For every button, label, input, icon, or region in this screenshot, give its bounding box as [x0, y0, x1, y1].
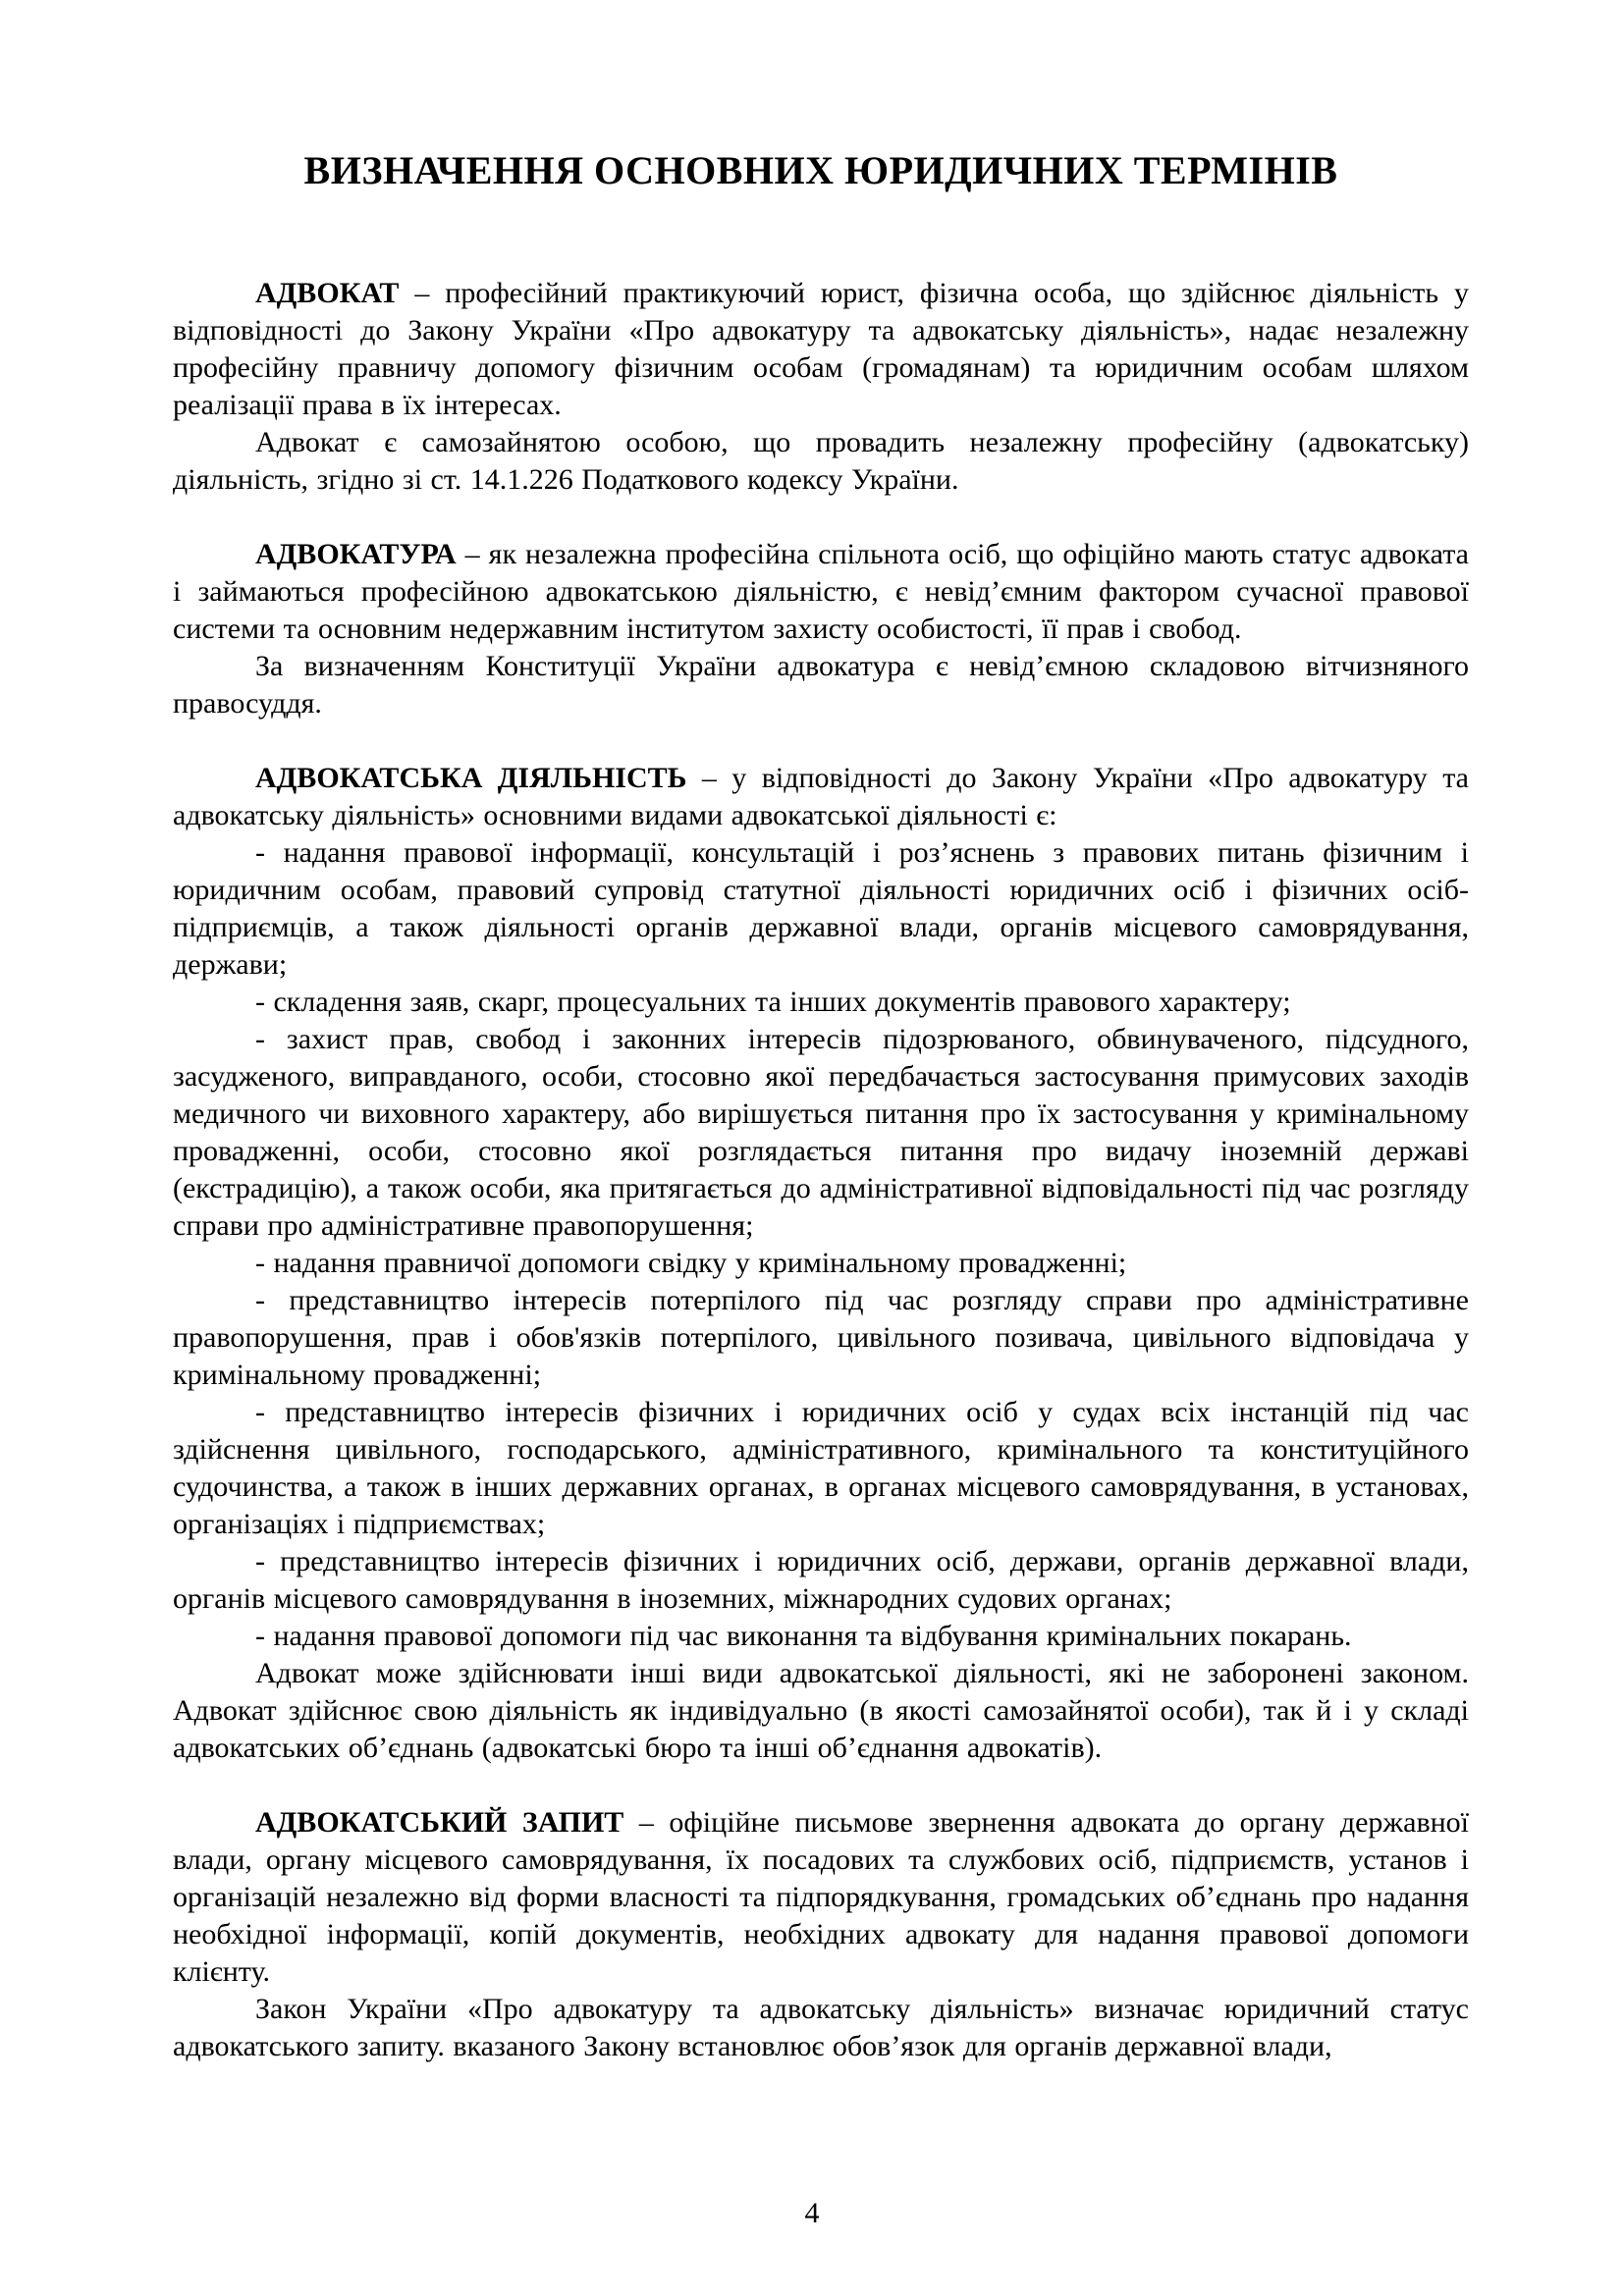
list-item [173, 1394, 1469, 1543]
paragraph-text: - надання правової допомоги під час виконання та відбування кримінальних покарань. [255, 1620, 1352, 1652]
paragraph-text: - представництво інтересів потерпілого під час розгляду справи про адміністративне правопорушення, прав і обов'язків потерпілого, цивільного позивача, цивільного відповідача у кримінальному провадженні; [173, 1284, 1469, 1391]
term-advokatura: АДВОКАТУРА [255, 538, 457, 570]
paragraph-text: Адвокат є самозайнятою особою, що провадить незалежну професійну (адвокатську) діяльність, згідно зі ст. 14.1.226 Податкового кодексу України. [173, 426, 1469, 496]
paragraph-text: – професійний практикуючий юрист, фізична особа, що здійснює діяльність у відповідності до Закону України «Про адвокатуру та адвокатську діяльність», надає незалежну професійну правничу допомогу фізичним особам (громадянам) та юридичним особам шляхом реалізації права в їх інтересах. [173, 277, 1469, 421]
term-advokat: АДВОКАТ [255, 277, 400, 309]
paragraph-text: – офіційне письмове звернення адвоката до органу державної влади, органу місцевого самоврядування, їх посадових та службових осіб, підприємств, установ і організацій незалежно від форми власності та підпорядкування, громадських об’єднань про надання необхідної інформації, копій документів, необхідних адвокату для надання правової допомоги клієнту. [173, 1806, 1470, 1988]
paragraph-text: – як незалежна професійна спільнота осіб, що офіційно мають статус адвоката і займаються професійною адвокатською діяльністю, є невід’ємним фактором сучасної правової системи та основним недержавним інститутом захисту особистості, її прав і свобод. [173, 538, 1469, 645]
list-item [173, 1245, 1469, 1282]
paragraph-text: - надання правничої допомоги свідку у кримінальному провадженні; [255, 1247, 1127, 1279]
paragraph [173, 1655, 1469, 1767]
list-item [173, 1282, 1469, 1394]
paragraph-text: – у відповідності до Закону України «Про адвокатуру та адвокатську діяльність» основними видами адвокатської діяльності є: [173, 762, 1469, 831]
paragraph [173, 648, 1469, 722]
paragraph-text: За визначенням Конституції України адвокатура є невід’ємною складовою вітчизняного правосуддя. [173, 650, 1469, 720]
paragraph [173, 424, 1469, 499]
list-item [173, 1543, 1469, 1618]
paragraph [173, 1991, 1469, 2065]
page-title: ВИЗНАЧЕННЯ ОСНОВНИХ ЮРИДИЧНИХ ТЕРМІНІВ [303, 148, 1338, 192]
paragraph-text: Адвокат може здійснювати інші види адвокатської діяльності, які не заборонені законом. Адвокат здійснює свою діяльність як індивідуально (в якості самозайнятої особи), так й і у складі адвокатських об’єднань (адвокатські бюро та інші об’єднання адвокатів). [173, 1657, 1469, 1764]
paragraph-text: - представництво інтересів фізичних і юридичних осіб у судах всіх інстанцій під час здійснення цивільного, господарського, адміністративного, кримінального та конституційного судочинства, а також в інших державних органах, в органах місцевого самоврядування, в установах, організаціях і підприємствах; [173, 1396, 1469, 1540]
paragraph-text: - складення заяв, скарг, процесуальних та інших документів правового характеру; [255, 986, 1291, 1018]
list-item [173, 834, 1469, 984]
paragraph-text: - надання правової інформації, консультацій і роз’яснень з правових питань фізичним і юридичним особам, правовий супровід статутної діяльності юридичних осіб і фізичних осіб-підприємців, а також діяльності органів державної влади, органів місцевого самоврядування, держави; [173, 836, 1469, 981]
paragraph-text: Закон України «Про адвокатуру та адвокатську діяльність» визначає юридичний статус адвокатського запиту. вказаного Закону встановлює обов’язок для органів державної влади, [173, 1993, 1469, 2062]
paragraph-advokatura [173, 536, 1469, 648]
list-item [173, 1021, 1469, 1245]
paragraph-text: - представництво інтересів фізичних і юридичних осіб, держави, органів державної влади, органів місцевого самоврядування в іноземних, міжнародних судових органах; [173, 1545, 1469, 1615]
term-advokatska-diyalnist: АДВОКАТСЬКА ДІЯЛЬНІСТЬ [255, 762, 687, 794]
page-number: 4 [804, 2197, 820, 2229]
list-item [173, 984, 1469, 1021]
paragraph-advokat [173, 275, 1469, 424]
paragraph-text: - захист прав, свобод і законних інтересів підозрюваного, обвинуваченого, підсудного, засудженого, виправданого, особи, стосовно якої передбачається застосування примусових заходів медичного чи виховного характеру, або вирішується питання про їх застосування у кримінальному провадженні, особи, стосовно якої розглядається питання про видачу іноземній державі (екстрадицію), а також особи, яка притягається до адміністративної відповідальності під час розгляду справи про адміністративне правопорушення; [173, 1023, 1469, 1242]
list-item [173, 1618, 1469, 1655]
paragraph-advokatskyi-zapyt [173, 1804, 1469, 1991]
paragraph-advokatska-diyalnist [173, 760, 1469, 834]
term-advokatskyi-zapyt: АДВОКАТСЬКИЙ ЗАПИТ [255, 1806, 624, 1839]
